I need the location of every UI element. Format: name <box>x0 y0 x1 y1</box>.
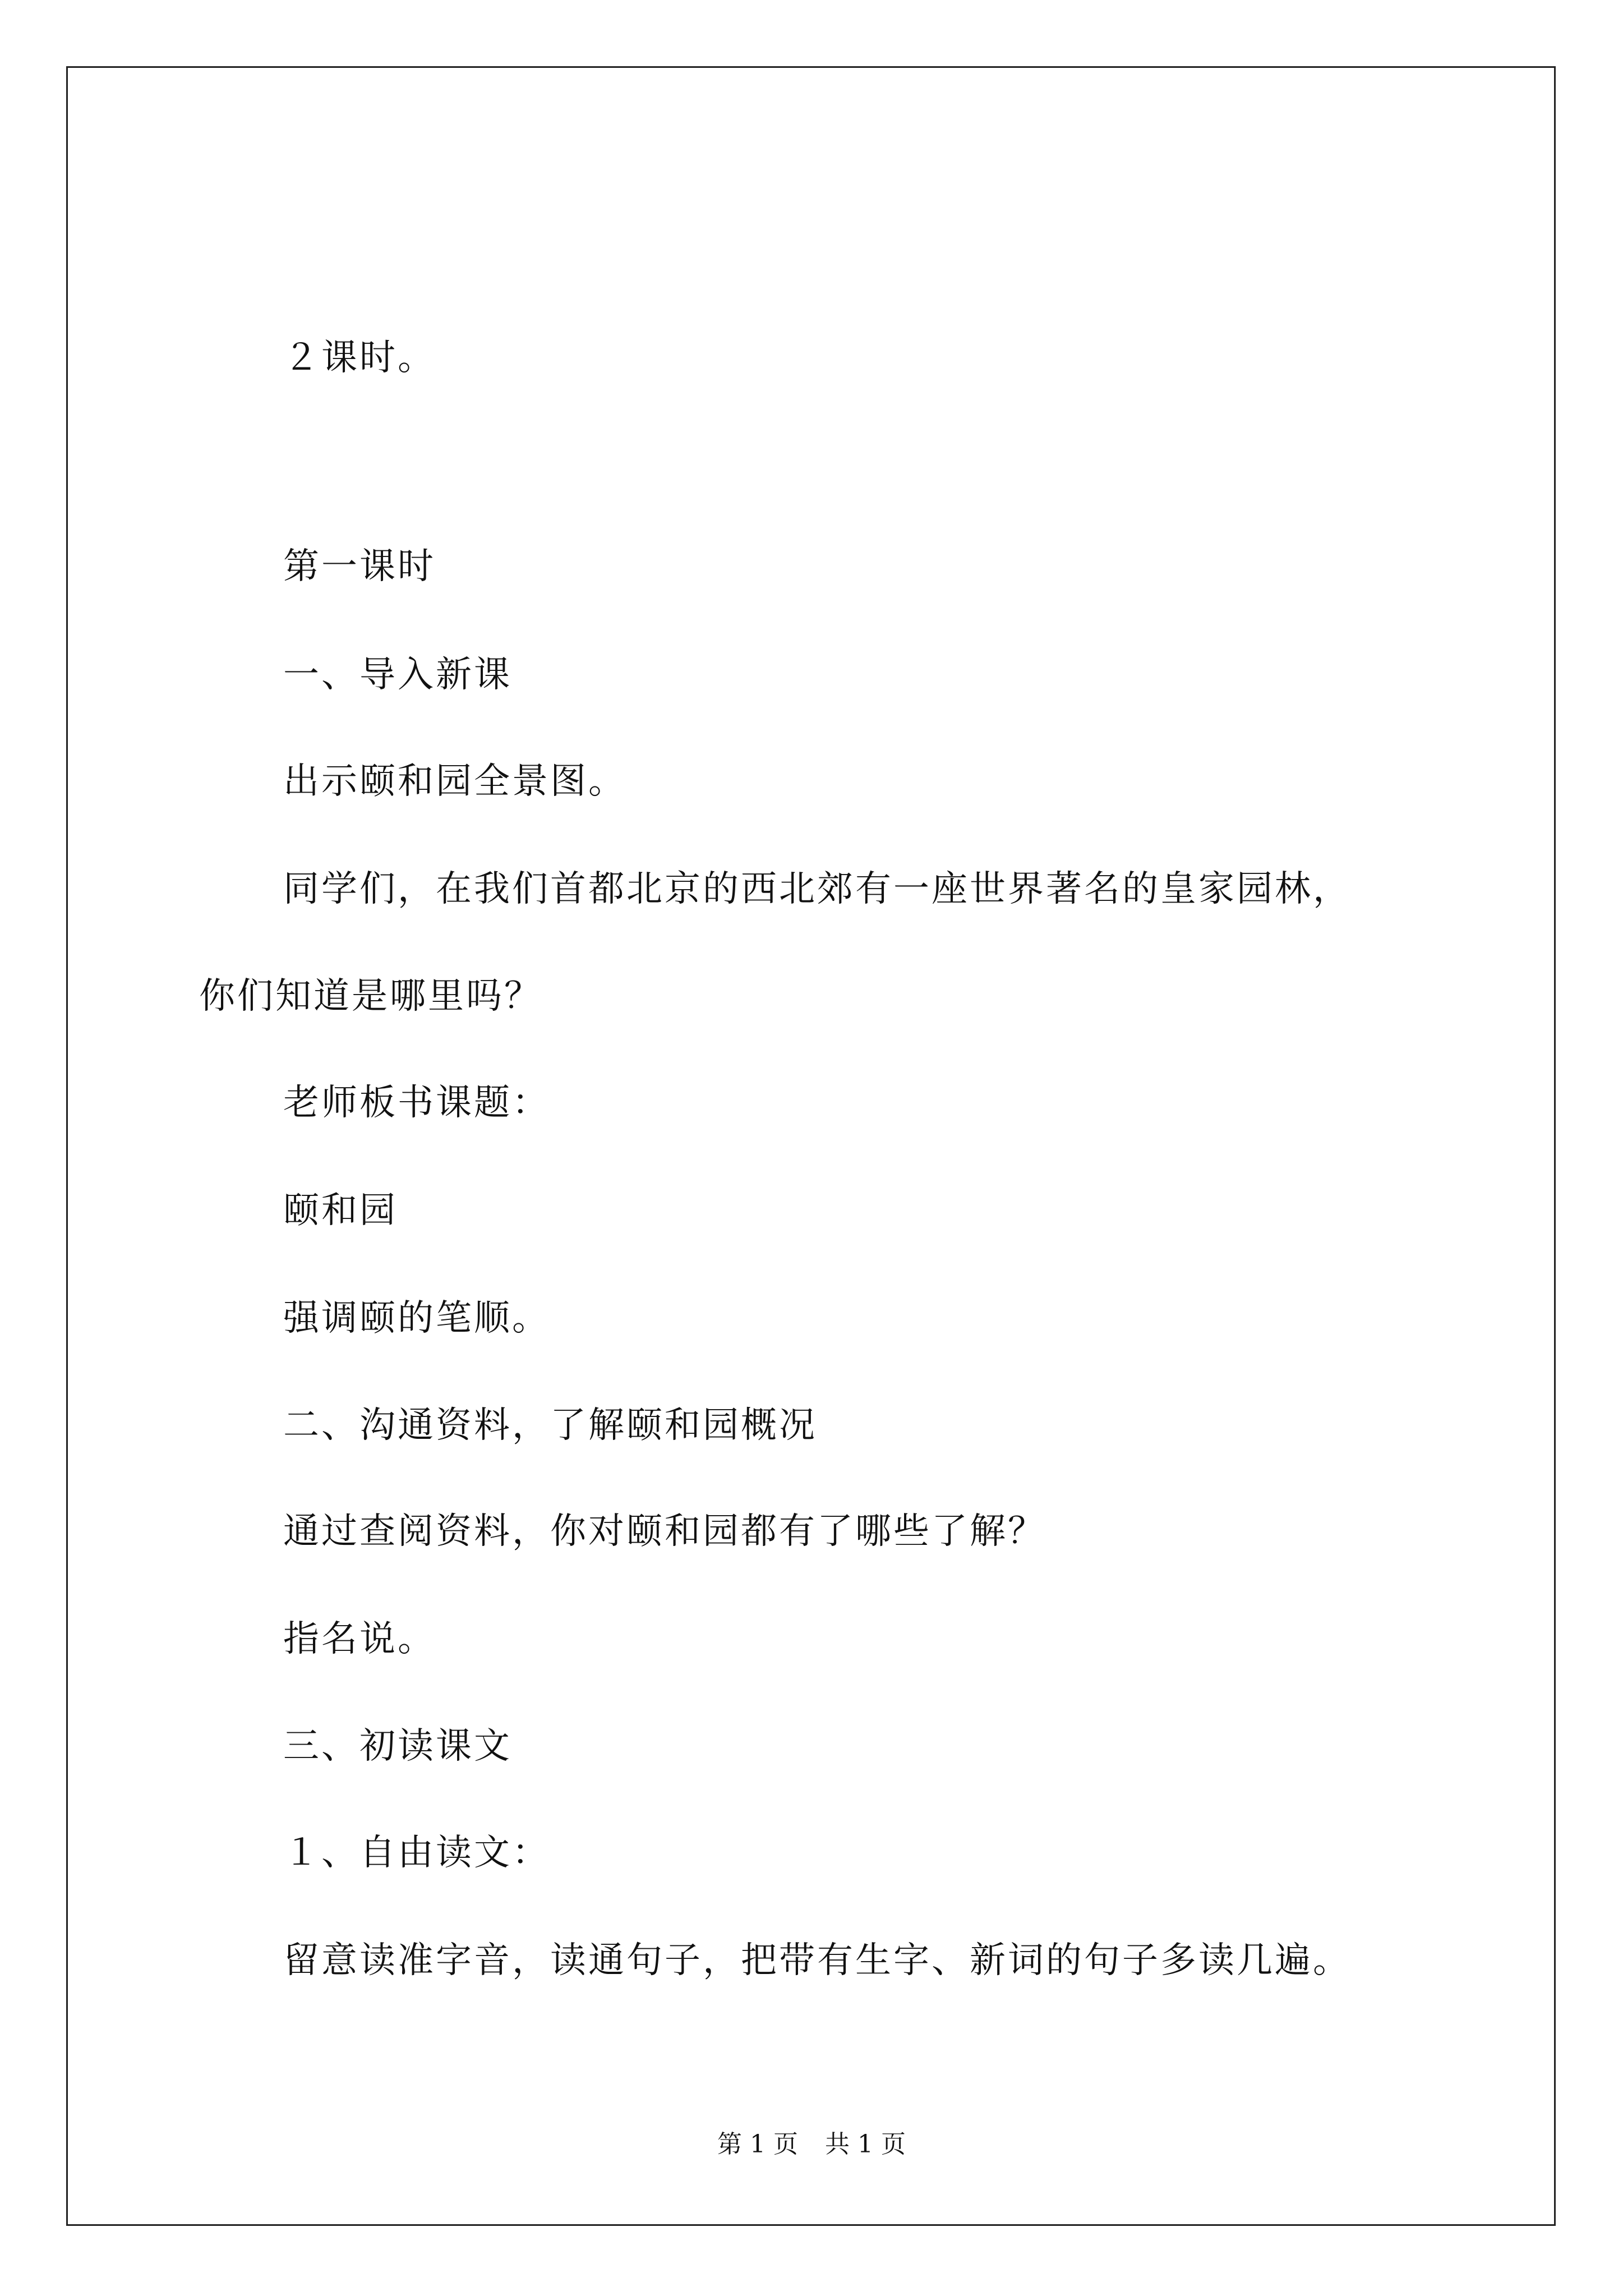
text-line: 留意读准字音，读通句子，把带有生字、新词的句子多读几遍。 <box>283 1940 1351 1981</box>
text-line: 通过查阅资料，你对颐和园都有了哪些了解？ <box>283 1511 1046 1552</box>
text-line-section-1: 一、导入新课 <box>283 654 512 696</box>
text-line: 指名说。 <box>283 1618 436 1660</box>
text-line: 同学们，在我们首都北京的西北郊有一座世界著名的皇家园林， <box>283 868 1351 910</box>
page-total: 共 1 页 <box>825 2130 906 2159</box>
page-footer <box>0 2129 1623 2160</box>
text-line: 出示颐和园全景图。 <box>283 761 626 802</box>
text-line: １、自由读文： <box>283 1832 550 1874</box>
page-frame <box>66 66 1556 2226</box>
text-line-first-lesson: 第一课时 <box>283 546 436 587</box>
page-number: 第 1 页 <box>717 2130 798 2159</box>
text-line: 老师板书课题： <box>283 1082 550 1124</box>
text-line: 强调颐的笔顺。 <box>283 1297 550 1339</box>
text-line-section-3: 三、初读课文 <box>283 1726 512 1767</box>
text-line: 颐和园 <box>283 1190 398 1231</box>
text-line-section-2: 二、沟通资料，了解颐和园概况 <box>283 1405 817 1446</box>
text-line: 你们知道是哪里吗？ <box>199 976 542 1017</box>
text-line-lesson-count: ２课时。 <box>283 337 436 379</box>
